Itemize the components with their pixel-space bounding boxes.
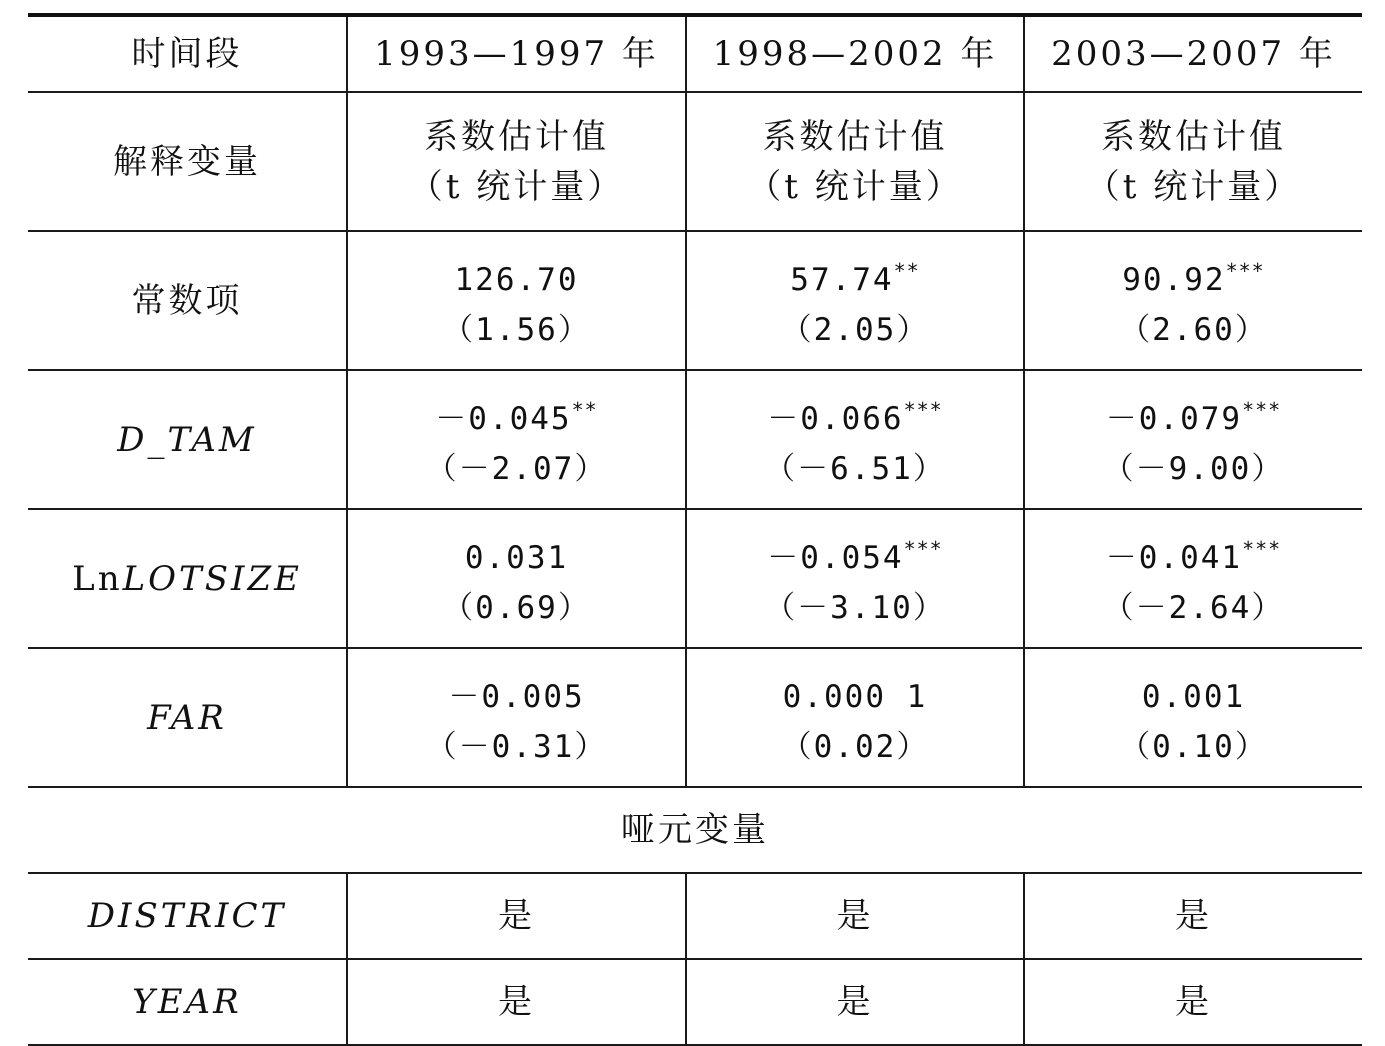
coef-header-line1: 系数估计值 [424, 116, 609, 157]
t-stat: （－6.51） [764, 451, 946, 487]
subheader-row [28, 92, 1362, 231]
row-label-year: YEAR [28, 959, 347, 1045]
coef-value [348, 246, 685, 305]
coef-number: 57.74 [790, 262, 894, 298]
coef-number: 0.000 1 [782, 679, 928, 715]
table-cell [1024, 648, 1362, 787]
period-3: 2003—2007 年 [1024, 15, 1362, 92]
significance-stars: *** [1242, 398, 1282, 422]
significance-stars: *** [903, 398, 943, 422]
row-label-prefix: Ln [72, 558, 123, 599]
coef-value [687, 663, 1023, 722]
t-stat: （1.56） [442, 312, 591, 348]
coef-header-line2: （t 统计量） [747, 166, 963, 207]
table-cell [347, 370, 686, 509]
regression-table [28, 13, 1362, 1046]
coef-number: －0.045 [435, 401, 572, 437]
t-stat: （－2.07） [425, 451, 608, 487]
t-stat: （0.10） [1119, 729, 1268, 765]
row-label-far: FAR [28, 648, 347, 787]
period-2: 1998—2002 年 [686, 15, 1024, 92]
row-label-lnlotsize [28, 509, 347, 648]
t-stat: （－3.10） [764, 590, 946, 626]
coef-value [1025, 663, 1362, 722]
header-row [28, 15, 1362, 92]
coef-header-line1: 系数估计值 [1101, 116, 1286, 157]
significance-stars: *** [1242, 537, 1282, 561]
table-cell: 是 [347, 873, 686, 959]
row-label-constant: 常数项 [28, 231, 347, 370]
coef-value [1025, 524, 1362, 583]
table-cell: 是 [347, 959, 686, 1045]
table-row [28, 370, 1362, 509]
coef-header-2 [686, 92, 1024, 231]
section-row [28, 787, 1362, 873]
coef-value [348, 385, 685, 444]
variable-label: 解释变量 [28, 92, 347, 231]
coef-value [348, 663, 685, 722]
table-cell [1024, 370, 1362, 509]
table-cell [686, 509, 1024, 648]
coef-value [687, 246, 1023, 305]
row-label-district: DISTRICT [28, 873, 347, 959]
coef-number: －0.005 [448, 679, 585, 715]
t-stat: （2.60） [1119, 312, 1268, 348]
coef-header-line1: 系数估计值 [762, 116, 948, 157]
table-row [28, 648, 1362, 787]
table-row [28, 509, 1362, 648]
row-label-name: LOTSIZE [122, 558, 302, 599]
coef-value [687, 524, 1023, 583]
significance-stars: *** [903, 537, 943, 561]
coef-number: 90.92 [1122, 262, 1226, 298]
table-cell [347, 509, 686, 648]
coef-number: 0.001 [1141, 679, 1246, 715]
coef-value [1025, 246, 1362, 305]
table-row [28, 873, 1362, 959]
period-label: 时间段 [28, 15, 347, 92]
period-1: 1993—1997 年 [347, 15, 686, 92]
coef-number: －0.079 [1105, 401, 1243, 437]
coef-header-line2: （t 统计量） [1085, 166, 1302, 207]
coef-header-1 [347, 92, 686, 231]
coef-value [348, 524, 685, 583]
coef-header-3 [1024, 92, 1362, 231]
table-cell [347, 648, 686, 787]
t-stat: （0.69） [442, 590, 591, 626]
coef-value [1025, 385, 1362, 444]
coef-value [687, 385, 1023, 444]
table-cell [686, 648, 1024, 787]
t-stat: （－0.31） [425, 729, 608, 765]
coef-number: 126.70 [454, 262, 579, 298]
coef-number: －0.041 [1105, 540, 1243, 576]
significance-stars: ** [571, 398, 598, 422]
t-stat: （0.02） [780, 729, 930, 765]
t-stat: （－9.00） [1102, 451, 1285, 487]
t-stat: （－2.64） [1102, 590, 1285, 626]
coef-header-line2: （t 统计量） [408, 166, 625, 207]
table-cell: 是 [1024, 873, 1362, 959]
row-label-d-tam: D_TAM [28, 370, 347, 509]
table-cell [686, 231, 1024, 370]
significance-stars: *** [1225, 259, 1265, 283]
significance-stars: ** [893, 259, 920, 283]
table-cell: 是 [686, 873, 1024, 959]
table-cell: 是 [686, 959, 1024, 1045]
table-cell: 是 [1024, 959, 1362, 1045]
coef-number: 0.031 [464, 540, 569, 576]
dummy-variables-heading: 哑元变量 [28, 787, 1362, 873]
table-cell [686, 370, 1024, 509]
table-row [28, 231, 1362, 370]
coef-number: －0.066 [767, 401, 904, 437]
t-stat: （2.05） [780, 312, 930, 348]
table-row [28, 959, 1362, 1045]
table-cell [347, 231, 686, 370]
coef-number: －0.054 [767, 540, 904, 576]
table-cell [1024, 509, 1362, 648]
table-cell [1024, 231, 1362, 370]
